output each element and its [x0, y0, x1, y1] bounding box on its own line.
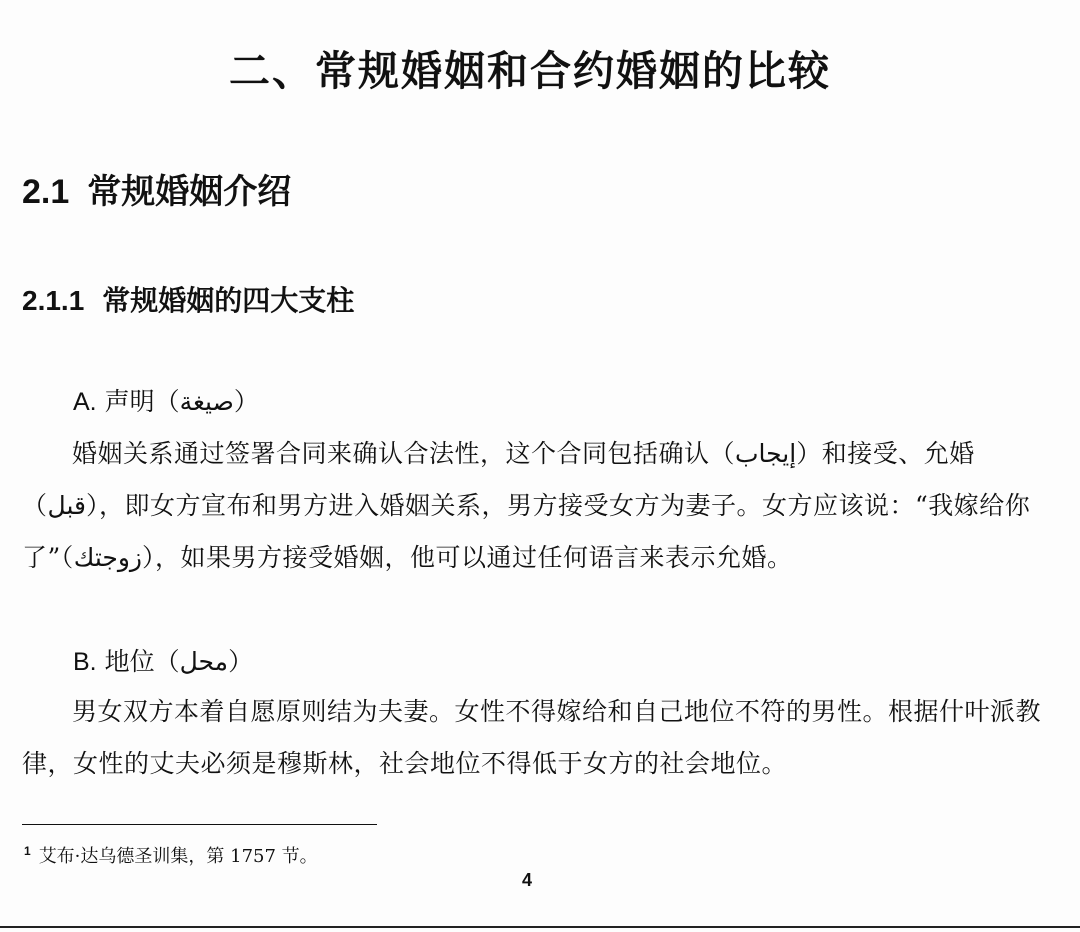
footnote [24, 842, 318, 868]
item-b-paragraph: 男女双方本着自愿原则结为夫妻。女性不得嫁给和自己地位不符的男性。根据什叶派教律，女性的丈夫必须是穆斯林，社会地位不得低于女方的社会地位。 [22, 697, 1042, 778]
item-a-letter: A. [73, 388, 97, 416]
footnote-text: 艾布·达乌德圣训集，第 1757 节。 [38, 846, 318, 867]
item-a-heading [73, 382, 259, 418]
section-number: 2.1 [22, 173, 70, 211]
subsection-number: 2.1.1 [22, 285, 85, 316]
item-b-letter: B. [73, 648, 97, 676]
footnote-divider [22, 824, 377, 825]
chapter-title: 二、常规婚姻和合约婚姻的比较 [229, 47, 831, 95]
page-bottom-edge [0, 926, 1080, 928]
subsection-title: 常规婚姻的四大支柱 [102, 284, 355, 317]
subsection-heading [22, 279, 354, 319]
item-a-title: 声明（صيغة） [104, 387, 259, 416]
section-heading [22, 164, 291, 213]
footnote-marker: 1 [24, 844, 31, 858]
item-b-title: 地位（محل） [104, 647, 254, 676]
page-number: 4 [522, 870, 533, 890]
section-title: 常规婚姻介绍 [87, 172, 292, 212]
item-a-paragraph: 婚姻关系通过签署合同来确认合法性，这个合同包括确认（إيجاب）和接受、允婚（قبل），即女方宣布和男方进入婚姻关系，男方接受女方为妻子。女方应该说：“我嫁给你了”（زوجتك），如果男方接受婚姻，他可以通过任何语言来表示允婚。 [22, 439, 1031, 572]
item-b-heading [73, 642, 253, 678]
